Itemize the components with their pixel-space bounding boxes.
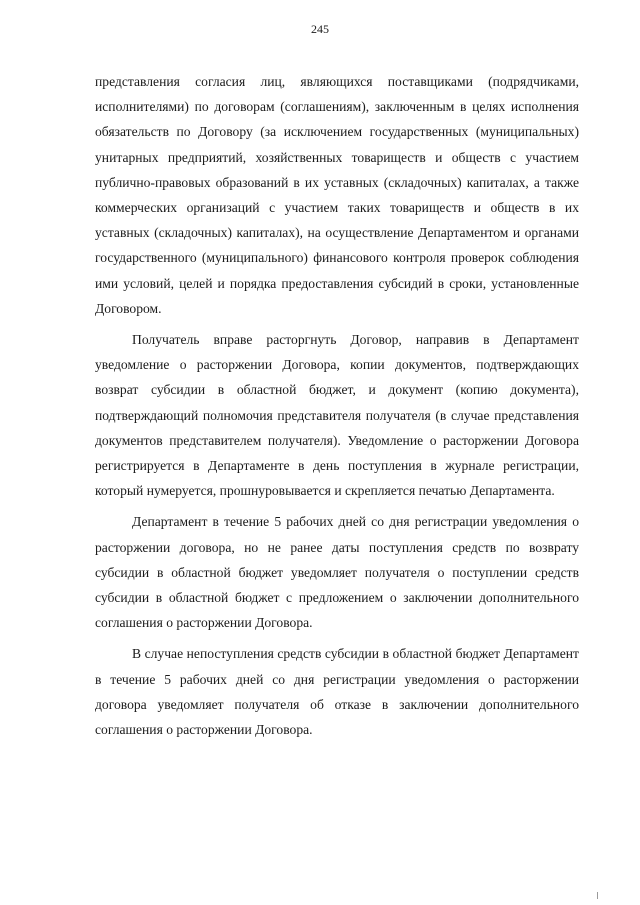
- page-number: 245: [311, 22, 329, 36]
- document-body: [95, 69, 579, 742]
- paragraph-continuation: представления согласия лиц, являющихся поставщиками (подрядчиками, исполнителями) по договорам (соглашениям), заключенным в целях исполнения обязательств по Договору (за исключением государственных (муниципальных) унитарных предприятий, хозяйственных товариществ и обществ с участием публично-правовых образований в их уставных (складочных) капиталах, а также коммерческих организаций с участием таких товариществ и обществ в их уставных (складочных) капиталах), на осуществление Департаментом и органами государственного (муниципального) финансового контроля проверок соблюдения ими условий, целей и порядка предоставления субсидий в сроки, установленные Договором.: [95, 74, 579, 316]
- paragraph-department-notice: Департамент в течение 5 рабочих дней со дня регистрации уведомления о расторжении договора, но не ранее даты поступления средств по возврату субсидии в областной бюджет уведомляет получателя о поступлении средств субсидии в областной бюджет с предложением о заключении дополнительного соглашения о расторжении Договора.: [95, 514, 579, 631]
- paragraph-non-receipt: В случае непоступления средств субсидии в областной бюджет Департамент в течение 5 рабочих дней со дня регистрации уведомления о расторжении договора уведомляет получателя об отказе в заключении дополнительного соглашения о расторжении Договора.: [95, 646, 579, 738]
- scan-artifact-mark: [597, 892, 598, 899]
- paragraph-termination-right: Получатель вправе расторгнуть Договор, направив в Департамент уведомление о расторжении Договора, копии документов, подтверждающих возврат субсидии в областной бюджет, и документ (копию документа), подтверждающий полномочия представителя получателя (в случае представления документов представителем получателя). Уведомление о расторжении Договора регистрируется в Департаменте в день поступления в журнале регистрации, который нумеруется, прошнуровывается и скрепляется печатью Департамента.: [95, 332, 579, 499]
